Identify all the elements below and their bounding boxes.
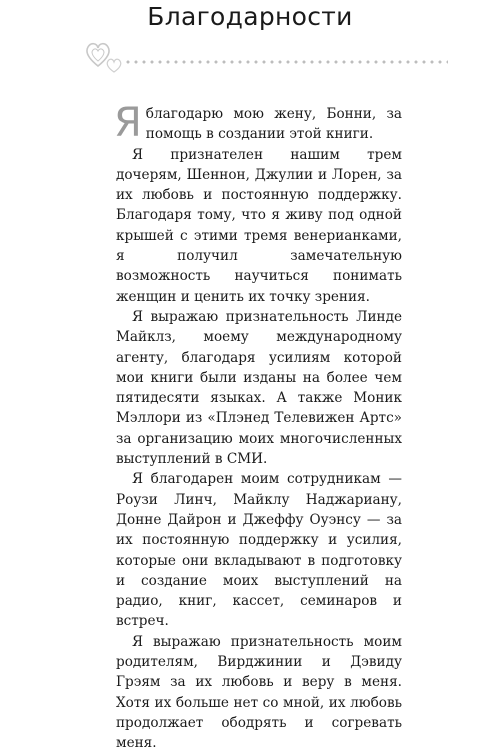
paragraph: Я выражаю признательность моим родителям, Вирджинии и Дэвиду Грэям за их любовь и веру в меня. Хотя их больше нет со мной, их любовь продолжает ободрять и согревать меня. <box>116 633 402 752</box>
paragraph <box>114 100 402 146</box>
paragraph-text: благодарю мою жену, Бонни, за помощь в создании этой книги. <box>145 106 402 143</box>
hearts-icon <box>84 40 124 76</box>
paragraph: Я признателен нашим трем дочерям, Шеннон, Джулии и Лорен, за их любовь и постоянную поддержку. Благодаря тому, что я живу под одной крышей с этими тремя венерианками, я получил замечательную возможность научиться понимать женщин и ценить их точку зрения. <box>116 146 402 305</box>
paragraph: Я выражаю признательность Линде Майклз, моему международному агенту, благодаря усилиям которой мои книги были изданы на более чем пятидесяти языках. А также Моник Мэллори из «Плэнед Телевижен Артс» за организацию моих многочисленных выступлений в СМИ. <box>116 308 402 468</box>
paragraph: Я благодарен моим сотрудникам — Роузи Линч, Майклу Наджариану, Донне Дайрон и Джеффу Оуэнсу — за их постоянную поддержку и усилия, которые они вкладывают в подготовку и создание моих выступлений на радио, книг, кассет, семинаров и встреч. <box>116 471 402 630</box>
dotted-divider <box>124 60 448 64</box>
page-title: Благодарности <box>147 2 353 31</box>
drop-cap: Я <box>114 100 142 146</box>
acknowledgements-text <box>114 100 402 754</box>
